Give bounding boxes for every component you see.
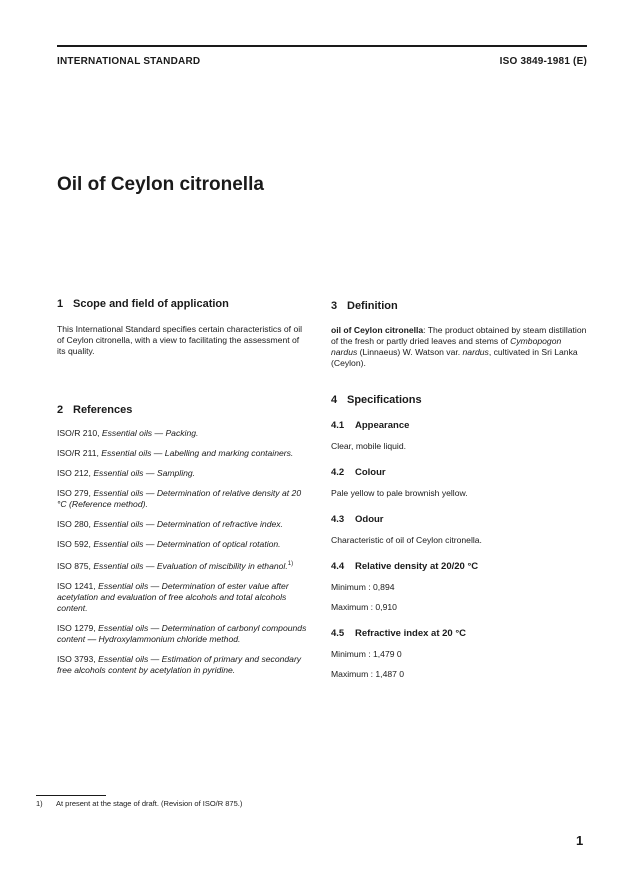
reference-series: Essential oils [93,468,144,478]
reference-title: Determination of refractive index. [156,519,283,529]
reference-footnote-mark: 1) [287,561,294,567]
section-specifications-heading [331,395,587,406]
reference-series: Essential oils [98,622,149,633]
section-scope-heading [57,299,307,310]
reference-code: ISO 3793, [57,653,96,664]
spec-density-max: Maximum : 0,910 [331,602,397,612]
header-standard-label: INTERNATIONAL STANDARD [57,56,201,67]
spec-colour-heading [331,467,587,478]
definition-term: oil of Ceylon citronella [331,325,424,335]
reference-series: Essential oils [93,539,144,549]
spec-refraction-min: Minimum : 1,479 0 [331,649,402,659]
subsection-number: 4.5 [331,628,345,639]
reference-title: Packing. [165,428,199,438]
reference-series: Essential oils [93,560,144,571]
reference-item: ISO 1279, Essential oils — Determination of carbonyl compounds content — Hydroxylammonium chloride method. [57,622,307,644]
subsection-title: Colour [355,467,386,478]
section-title: Specifications [347,394,422,406]
reference-code: ISO/R 211, [57,448,99,458]
reference-title: Labelling and marking containers. [164,448,294,458]
reference-series: Essential oils [93,519,144,529]
section-definition-heading [331,301,587,312]
section-number: 1 [57,298,64,310]
reference-title: Determination of relative density at 20 °C (Reference method). [57,488,302,509]
reference-series: Essential oils [98,580,149,591]
reference-item: ISO 875, Essential oils — Evaluation of miscibility in ethanol.$^{1)}$ [57,560,294,571]
subsection-title: Refractive index at 20 °C [355,628,466,639]
spec-odour-value: Characteristic of oil of Ceylon citronella. [331,535,482,545]
footnote-rule [36,795,106,796]
subsection-number: 4.1 [331,420,345,431]
spec-density-min: Minimum : 0,894 [331,582,395,592]
reference-code: ISO 280, [57,519,91,529]
spec-colour-value: Pale yellow to pale brownish yellow. [331,488,468,498]
definition-text [331,325,587,369]
reference-item: ISO 212, Essential oils — Sampling. [57,468,196,478]
reference-code: ISO 1241, [57,580,96,591]
reference-title: Determination of ester value after acetylation and evaluation of free alcohols and total alcohols content. [57,580,289,613]
reference-series: Essential oils [93,488,144,498]
definition-text-part: : The product obtained by steam distillation of the fresh or partly dried leaves and stems of [331,325,587,346]
reference-series: Essential oils [101,448,152,458]
subsection-number: 4.2 [331,467,345,478]
reference-code: ISO 592, [57,539,91,549]
header-document-id: ISO 3849-1981 (E) [499,56,587,67]
subsection-title: Odour [355,514,384,525]
section-title: References [73,404,133,416]
page-title: Oil of Ceylon citronella [57,174,264,195]
spec-refraction-heading [331,628,587,639]
definition-text-part: , cultivated in Sri Lanka (Ceylon). [331,347,578,368]
footnote-mark: 1) [36,799,43,808]
page-number: 1 [576,833,584,848]
reference-item: ISO/R 211, Essential oils — Labelling and marking containers. [57,448,294,458]
reference-item: ISO/R 210, Essential oils — Packing. [57,428,199,438]
reference-series: Essential oils [101,428,153,438]
reference-title: Estimation of primary and secondary free alcohols content by acetylation in pyridine. [57,653,302,675]
reference-item: ISO 1241, Essential oils — Determination of ester value after acetylation and evaluation of free alcohols and total alcohols content. [57,580,289,613]
header-rule [57,45,587,47]
reference-code: ISO/R 210, [57,428,100,438]
spec-density-heading [331,561,587,572]
subsection-number: 4.4 [331,561,345,572]
section-title: Scope and field of application [73,298,229,310]
subsection-title: Appearance [355,420,410,431]
reference-code: ISO 1279, [57,622,96,633]
spec-appearance-heading [331,420,587,431]
reference-item: ISO 3793, Essential oils — Estimation of primary and secondary free alcohols content by acetylation in pyridine. [57,653,302,675]
definition-variety: nardus [462,347,489,357]
reference-title: Sampling. [156,468,196,478]
section-number: 2 [57,404,64,416]
right-column [331,301,587,680]
reference-title: Determination of carbonyl compounds content — Hydroxylammonium chloride method. [57,622,307,644]
footnote [36,799,242,808]
reference-title: Evaluation of miscibility in ethanol. [156,560,288,571]
section-references-heading [57,405,307,416]
reference-item: ISO 279, Essential oils — Determination of relative density at 20 °C (Reference method). [57,488,302,509]
scope-text: This International Standard specifies certain characteristics of oil of Ceylon citronella, with a view to facilitating the assessment of its quality. [57,324,303,356]
spec-odour-heading [331,514,587,525]
section-number: 4 [331,394,338,406]
reference-item: ISO 280, Essential oils — Determination of refractive index. [57,519,283,529]
section-title: Definition [347,300,398,312]
reference-title: Determination of optical rotation. [156,539,281,549]
reference-code: ISO 875, [57,560,91,571]
references-list [57,428,307,676]
definition-text-part: (Linnaeus) W. Watson var. [357,347,463,357]
reference-code: ISO 212, [57,468,91,478]
spec-appearance-value: Clear, mobile liquid. [331,441,406,451]
reference-item: ISO 592, Essential oils — Determination of optical rotation. [57,539,281,549]
subsection-number: 4.3 [331,514,345,525]
definition-species: Cymbopogon nardus [331,336,562,357]
subsection-title: Relative density at 20/20 °C [355,561,479,572]
spec-refraction-max: Maximum : 1,487 0 [331,669,405,679]
reference-series: Essential oils [98,653,149,664]
section-number: 3 [331,300,338,312]
footnote-text: At present at the stage of draft. (Revision of ISO/R 875.) [56,799,243,808]
left-column [57,299,307,676]
reference-code: ISO 279, [57,488,91,498]
